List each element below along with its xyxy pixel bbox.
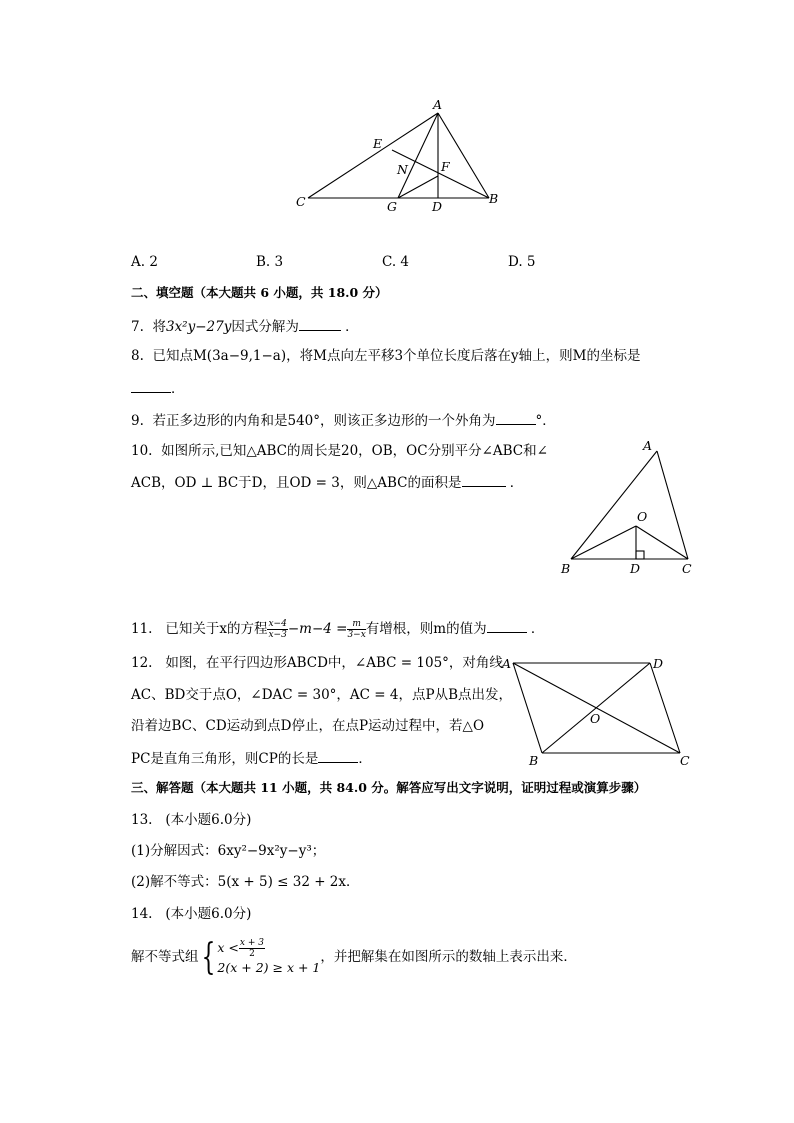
fraction-denominator: x−3 bbox=[268, 630, 287, 640]
question-number: 9. bbox=[131, 413, 144, 429]
question-14 bbox=[131, 905, 251, 923]
q10-end: ． bbox=[509, 475, 524, 491]
choice-d: D. 5 bbox=[508, 254, 536, 270]
question-13-part1: (1)分解因式：6xy²−9x²y−y³； bbox=[131, 843, 326, 859]
question-13-part2: (2)解不等式：5(x + 5) ≤ 32 + 2x． bbox=[131, 874, 360, 890]
q12-line1: 如图，在平行四边形ABCD中，∠ABC = 105°，对角线 bbox=[165, 655, 503, 671]
q8-end: ． bbox=[171, 381, 185, 397]
brace-icon: { bbox=[201, 936, 215, 978]
label-D: D bbox=[653, 656, 664, 671]
choice-c: C. 4 bbox=[382, 254, 410, 270]
q7-post: 因式分解为 bbox=[231, 319, 299, 335]
q12-line4: PC是直角三角形，则CP的长是 bbox=[131, 751, 319, 767]
question-number: 13. bbox=[131, 812, 153, 828]
q9-end: °． bbox=[535, 413, 556, 429]
label-A: A bbox=[643, 438, 653, 453]
q11-post: 有增根，则m的值为 bbox=[365, 621, 487, 637]
label-G: G bbox=[387, 199, 397, 214]
label-D: D bbox=[432, 199, 443, 214]
q7-expr: 3x²y−27y bbox=[165, 319, 232, 335]
label-A: A bbox=[433, 97, 443, 112]
question-number: 11. bbox=[131, 621, 153, 637]
question-12-line3: 沿着边BC、CD运动到点D停止，在点P运动过程中，若△O bbox=[131, 718, 485, 734]
question-number: 7. bbox=[131, 319, 144, 335]
q13-score: (本小题6.0分) bbox=[165, 812, 252, 828]
q8-text: 已知点M(3a−9,1−a)，将M点向左平移3个单位长度后落在y轴上，则M的坐标是 bbox=[152, 348, 641, 364]
question-number: 8. bbox=[131, 348, 144, 364]
fraction bbox=[239, 938, 265, 959]
label-C: C bbox=[296, 194, 306, 209]
label-D: D bbox=[630, 561, 641, 576]
label-E: E bbox=[373, 136, 383, 151]
label-B: B bbox=[561, 561, 571, 576]
label-N: N bbox=[397, 162, 408, 177]
q9-text: 若正多边形的内角和是540°，则该正多边形的一个外角为 bbox=[152, 413, 496, 429]
label-O: O bbox=[637, 509, 648, 524]
q10-line1: 如图所示,已知△ABC的周长是20，OB，OC分别平分∠ABC和∠ bbox=[161, 443, 548, 459]
section-heading: 二、填空题（本大题共 6 小题，共 18.0 分） bbox=[131, 285, 388, 300]
inequality-line-1 bbox=[217, 938, 320, 959]
inequality-system bbox=[217, 938, 320, 977]
q14-pre: 解不等式组 bbox=[131, 949, 199, 965]
fraction-denominator: 3−x bbox=[347, 630, 366, 640]
label-B: B bbox=[529, 753, 539, 768]
question-number: 10. bbox=[131, 443, 153, 459]
fraction-denominator: 2 bbox=[249, 949, 255, 959]
q11-pre: 已知关于x的方程 bbox=[165, 621, 268, 637]
label-C: C bbox=[682, 561, 692, 576]
fraction-numerator: m bbox=[347, 619, 365, 630]
fraction-numerator: x−4 bbox=[268, 619, 287, 629]
q10-line2: ACB，OD ⊥ BC于D，且OD = 3，则△ABC的面积是 bbox=[131, 475, 462, 491]
q14-score: (本小题6.0分) bbox=[165, 906, 252, 922]
label-B: B bbox=[489, 191, 499, 206]
fraction-numerator: x + 3 bbox=[239, 938, 264, 948]
q11-mid: −m−4 = bbox=[287, 621, 348, 637]
choice-a: A. 2 bbox=[131, 254, 158, 270]
q14-post: ，并把解集在如图所示的数轴上表示出来． bbox=[320, 949, 577, 965]
section-heading: 三、解答题（本大题共 11 小题，共 84.0 分。解答应写出文字说明，证明过程或演算步骤） bbox=[131, 780, 647, 795]
label-C: C bbox=[680, 753, 690, 768]
question-13 bbox=[131, 811, 251, 829]
label-A: A bbox=[502, 656, 512, 671]
question-14-system bbox=[131, 935, 577, 979]
question-12-line2: AC、BD交于点O，∠DAC = 30°，AC = 4，点P从B点出发， bbox=[131, 687, 512, 703]
label-O: O bbox=[590, 711, 601, 726]
choice-b: B. 3 bbox=[256, 254, 284, 270]
inequality-line-2: 2(x + 2) ≥ x + 1 bbox=[217, 960, 321, 975]
q11-end: ． bbox=[530, 621, 545, 637]
question-number: 12. bbox=[131, 655, 153, 671]
q7-end: ． bbox=[345, 319, 359, 335]
question-number: 14. bbox=[131, 906, 153, 922]
q7-pre: 将 bbox=[152, 319, 166, 335]
q12-end: ． bbox=[358, 751, 372, 767]
q14-l1-a: x < bbox=[217, 940, 239, 955]
label-F: F bbox=[441, 159, 450, 174]
